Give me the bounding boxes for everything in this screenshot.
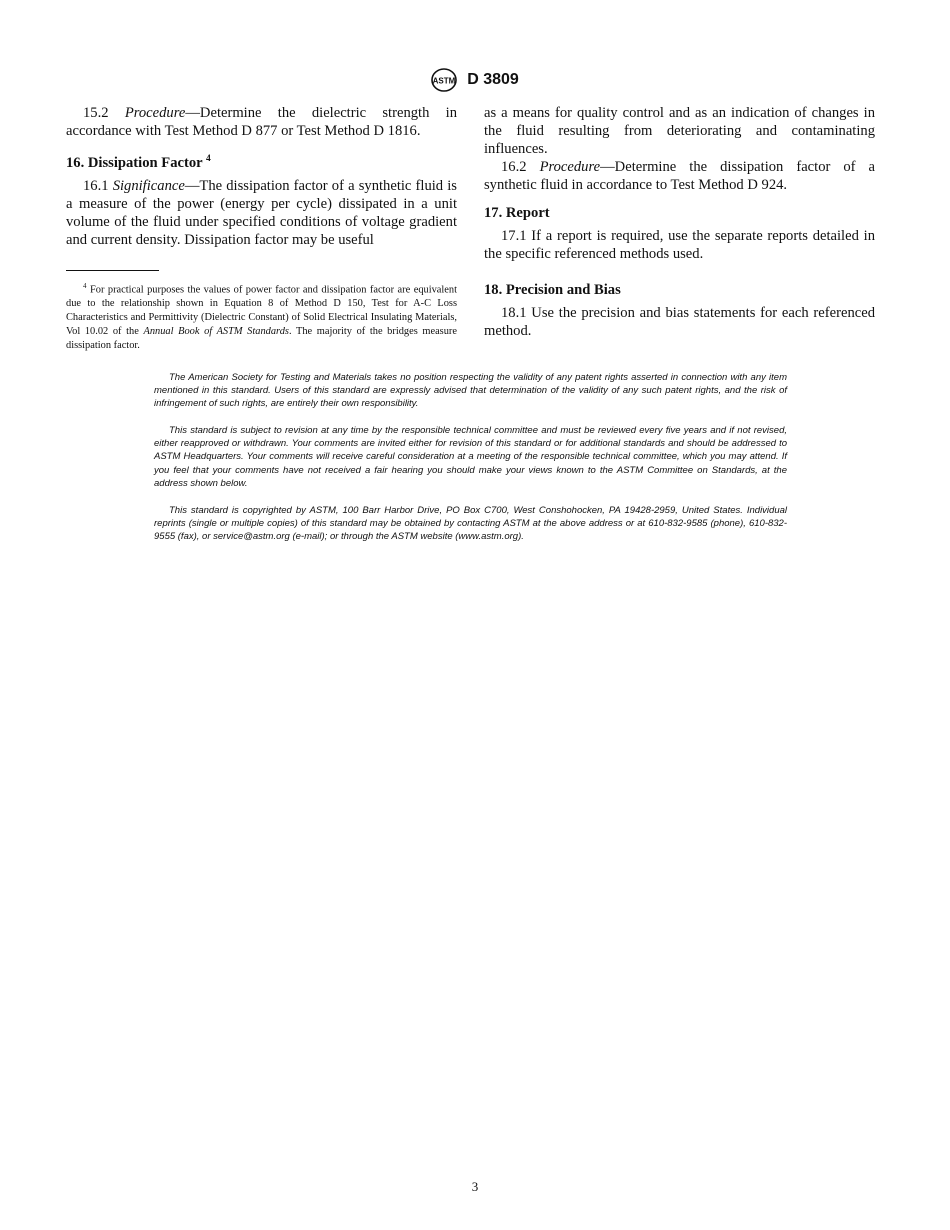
patent-notice: The American Society for Testing and Materials takes no position respecting the validity of any patent rights asserted in connection with any item mentioned in this standard. Users of this standard are expressly advised that determination of the validity of any such patent rights, and the risk of infringement of such rights, are entirely their own responsibility.	[154, 372, 787, 410]
left-column	[66, 104, 457, 249]
astm-logo-icon	[431, 68, 457, 92]
page-header	[0, 68, 950, 92]
paragraph-16-1: 16.1 Significance—The dissipation factor of a synthetic fluid is a measure of the power (energy per cycle) dissipated in a unit volume of the fluid under specified conditions of voltage gradient and current density. Dissipation factor may be useful	[66, 177, 457, 248]
page-number: 3	[471, 1179, 479, 1194]
paragraph-16-1-continued: as a means for quality control and as an indication of changes in the fluid resulting from deteriorating and contaminating influences.	[484, 105, 875, 157]
revision-notice: This standard is subject to revision at any time by the responsible technical committee and must be reviewed every five years and if not revised, either reapproved or withdrawn. Your comments are invited either for revision of this standard or for additional standards and should be addressed to ASTM Headquarters. Your comments will receive careful consideration at a meeting of the responsible technical committee, which you may attend. If you feel that your comments have not received a fair hearing you should make your views known to the ASTM Committee on Standards, at the address shown below.	[154, 425, 787, 489]
paragraph-17-1: 17.1 If a report is required, use the separate reports detailed in the specific referenced methods used.	[484, 228, 875, 262]
footnote-reference: 4	[206, 154, 211, 164]
section-18-heading: 18. Precision and Bias	[484, 282, 621, 298]
footnote-number: 4	[83, 282, 87, 290]
section-16-heading: 16. Dissipation Factor $^4$	[66, 154, 211, 171]
paragraph-18-1: 18.1 Use the precision and bias statements for each referenced method.	[484, 305, 875, 339]
designation: D 3809	[467, 71, 519, 88]
paragraph-16-2: 16.2 Procedure—Determine the dissipation factor of a synthetic fluid in accordance to Test Method D 924.	[484, 159, 876, 193]
svg-text:ASTM: ASTM	[432, 76, 456, 86]
astm-notices	[154, 371, 787, 557]
section-17-heading: 17. Report	[484, 205, 550, 221]
right-column	[484, 104, 875, 340]
paragraph-15-2: 15.2 Procedure—Determine the dielectric strength in accordance with Test Method D 877 or Test Method D 1816.	[66, 105, 457, 139]
footnote-divider	[66, 270, 159, 271]
copyright-notice: This standard is copyrighted by ASTM, 100 Barr Harbor Drive, PO Box C700, West Conshohocken, PA 19428-2959, United States. Individual reprints (single or multiple copies) of this standard may be obtained by contacting ASTM at the above address or at 610-832-9585 (phone), 610-832-9555 (fax), or service@astm.org (e-mail); or through the ASTM website (www.astm.org).	[154, 504, 787, 542]
footnote: $^4$ For practical purposes the values of power factor and dissipation factor are equivalent due to the relationship shown in Equation 8 of Method D 150, Test for A-C Loss Characteristics and Permittivity (Dielectric Constant) of Solid Electrical Insulating Materials, Vol 10.02 of the Annual Book of ASTM Standards. The majority of the bridges measure dissipation factor.	[66, 282, 457, 352]
